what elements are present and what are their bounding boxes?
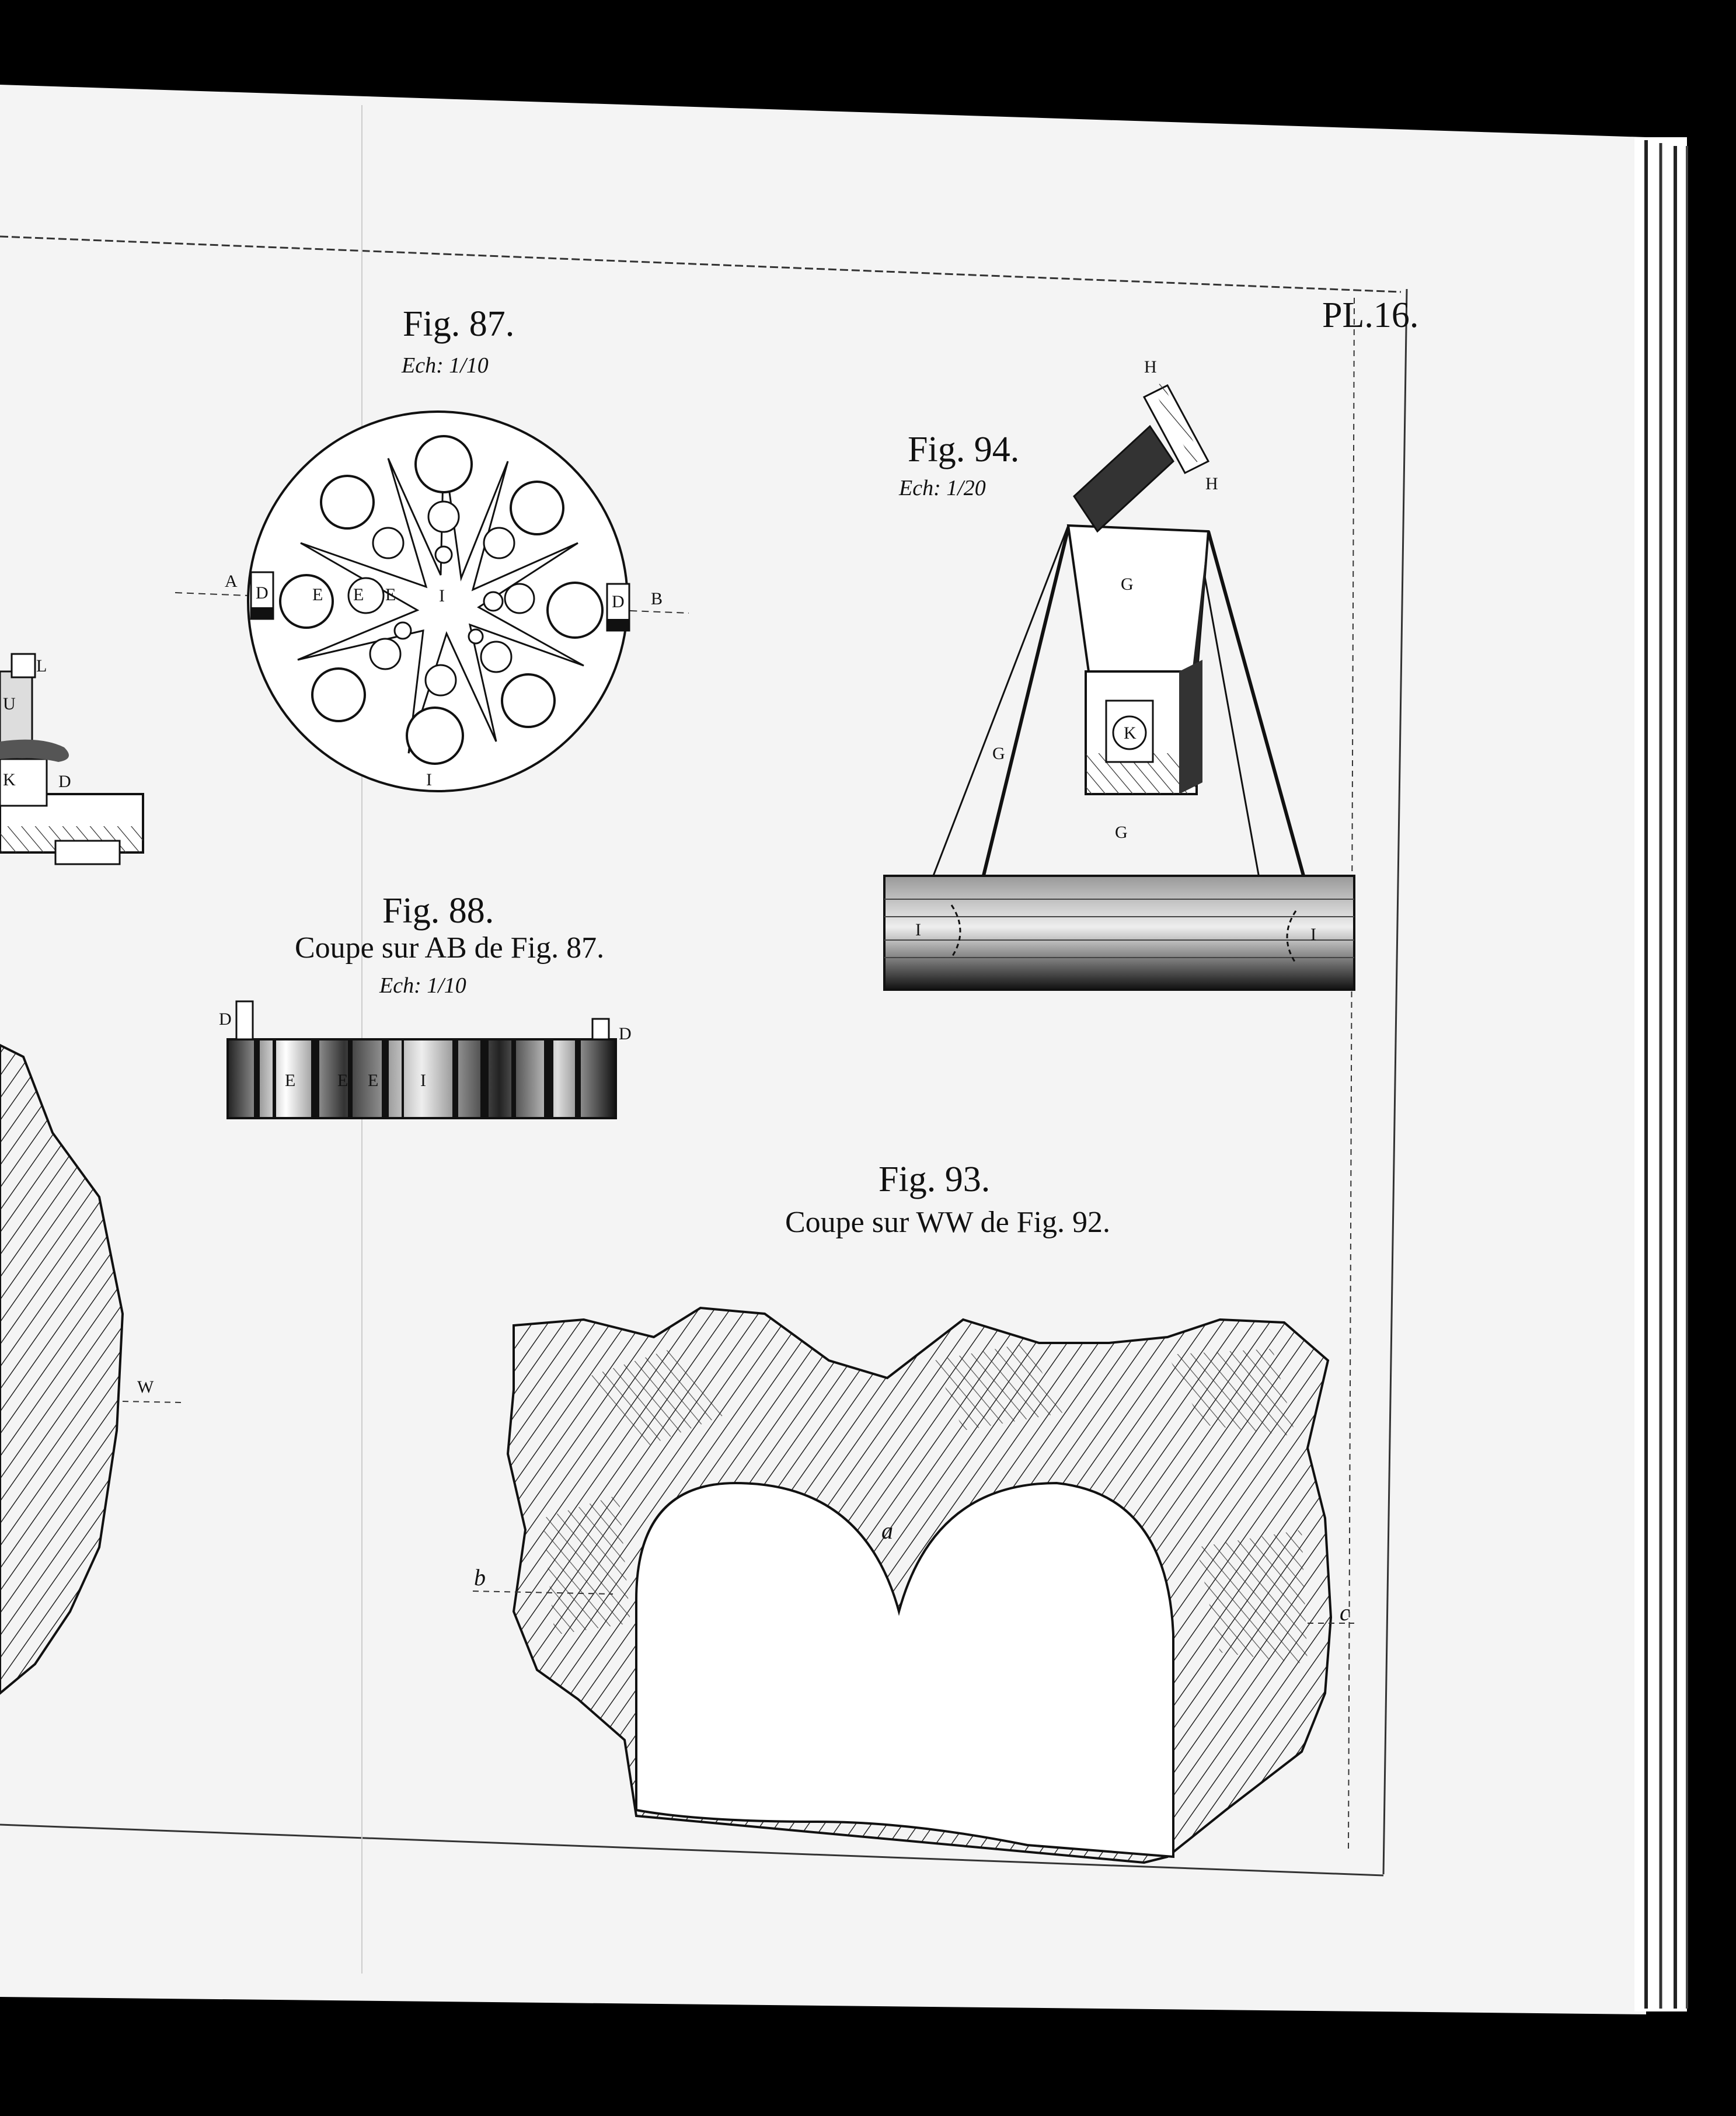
fig88-subtitle: Coupe sur AB de Fig. 87. [295,931,605,965]
fig87-title: Fig. 87. [403,304,515,344]
fig94-label-i-right: I [1310,925,1316,944]
fig88-lug-left [236,1001,253,1039]
fig94-label-k: K [1124,723,1137,743]
fig93-title: Fig. 93. [879,1160,991,1199]
fig87-scale: Ech: 1/10 [402,353,489,378]
left-label-l: L [36,656,47,676]
fig87-label-i-bottom: I [426,770,432,789]
left-label-k: K [3,770,16,789]
fig94-beam [884,876,1354,990]
fig93-label-b: b [474,1564,486,1591]
fig87-label-i-center: I [439,586,445,605]
fig93-subtitle: Coupe sur WW de Fig. 92. [785,1206,1111,1239]
fig87-label-a: A [225,572,238,591]
fig88-label-d-left: D [219,1010,232,1029]
fig94-hopper [1068,525,1208,677]
fig88-scale: Ech: 1/10 [379,973,466,998]
fig87-label-b: B [651,589,663,608]
fig94-label-g-bottom: G [1115,823,1128,842]
fig94-scale: Ech: 1/20 [899,476,986,500]
fig88-label-e2: E [337,1071,348,1090]
fig93-label-c: c [1340,1599,1350,1626]
fig94-title: Fig. 94. [908,430,1020,469]
fig88-lug-right [592,1019,609,1039]
fig87-label-e1: E [312,585,323,604]
fig93-label-a: a [881,1518,893,1544]
left-label-d: D [58,772,71,791]
left-label-u: U [3,694,16,714]
fig94-label-g-left: G [992,744,1005,763]
fig94-label-h-bottom: H [1205,474,1218,493]
fig94-label-i-left: I [915,920,921,939]
fig88-title: Fig. 88. [382,891,494,931]
fig87-label-d-left: D [256,583,269,603]
fig88-label-e1: E [285,1071,296,1090]
fig94-label-h-top: H [1144,357,1157,377]
fig87-label-e2: E [353,585,364,604]
fig87-label-d-right: D [612,592,625,611]
fig88-label-i: I [420,1071,426,1090]
fig94-label-g-top: G [1121,575,1134,594]
fig88-label-e3: E [368,1071,379,1090]
fig87-label-e3: E [385,585,396,604]
left-label-w: W [137,1377,154,1397]
plate-number: PL.16. [1322,295,1419,335]
fig88-label-d-right: D [619,1024,632,1043]
